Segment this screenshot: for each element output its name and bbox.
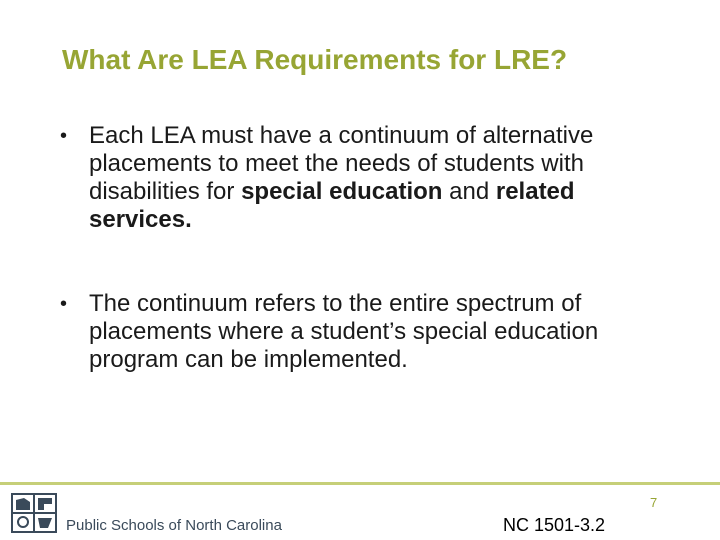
nc-schools-logo-icon xyxy=(10,492,58,534)
bullet2-text: The continuum refers to the entire spectrum of placements where a student’s special education program can be implemented. xyxy=(89,290,599,373)
bullet-list xyxy=(60,122,680,374)
bullet-item-spectrum xyxy=(60,290,680,374)
bullet-dot: • xyxy=(60,125,68,147)
org-name: Public Schools of North Carolina xyxy=(66,517,282,534)
document-code: NC 1501-3.2 xyxy=(503,515,606,535)
page-number: 7 xyxy=(650,495,658,510)
bullet1-text-b: and xyxy=(442,178,496,205)
bullet-dot: • xyxy=(60,293,68,315)
bullet1-text-a: Each LEA must have a continuum of alternative placements to meet the needs of students with disabilities for xyxy=(89,122,594,205)
footer-divider xyxy=(0,482,720,485)
bullet-item-continuum xyxy=(60,122,680,234)
slide-title: What Are LEA Requirements for LRE? xyxy=(62,44,568,75)
bullet1-bold-a: special education xyxy=(241,178,443,205)
bullet1-bold-b: related services. xyxy=(89,178,575,233)
